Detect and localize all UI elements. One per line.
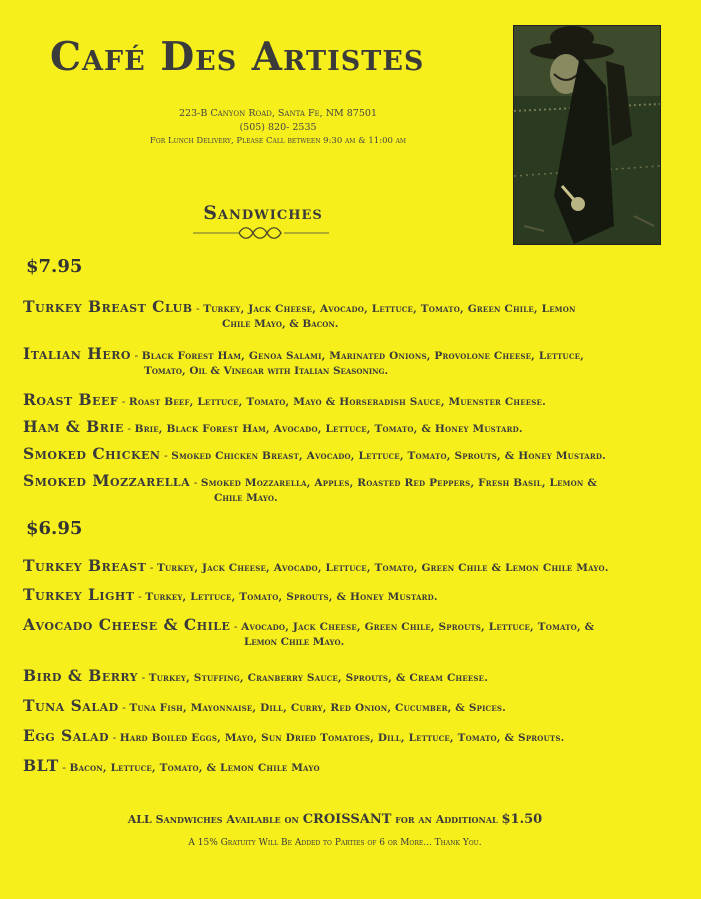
menu-item: Roast Beef - Roast Beef, Lettuce, Tomato, Mayo & Horseradish Sauce, Muenster Cheese. — [23, 390, 546, 409]
address-line: 223-B Canyon Road, Santa Fe, NM 87501 — [179, 108, 377, 119]
item-name: Turkey Breast — [23, 556, 147, 575]
item-desc: Smoked Mozzarella, Apples, Roasted Red Peppers, Fresh Basil, Lemon & — [200, 477, 598, 489]
item-desc-cont: Tomato, Oil & Vinegar with Italian Seasoning. — [144, 365, 389, 377]
menu-item: Ham & Brie - Brie, Black Forest Ham, Avocado, Lettuce, Tomato, & Honey Mustard. — [23, 417, 523, 436]
item-name: Smoked Mozzarella — [23, 471, 191, 490]
item-name: Turkey Breast Club — [23, 297, 193, 316]
section-title: Sandwiches — [203, 202, 323, 224]
item-desc: Turkey, Lettuce, Tomato, Sprouts, & Honey Mustard. — [145, 591, 438, 603]
delivery-note: For Lunch Delivery, Please Call between 9:30 am & 11:00 am — [149, 136, 407, 146]
item-desc: Black Forest Ham, Genoa Salami, Marinated Onions, Provolone Cheese, Lettuce, — [141, 350, 585, 362]
croissant-pre: ALL Sandwiches Available on — [127, 813, 299, 826]
menu-item: Avocado Cheese & Chile - Avocado, Jack Cheese, Green Chile, Sprouts, Lettuce, Tomato, & Lemon Chile Mayo. — [23, 614, 653, 649]
item-desc: Turkey, Jack Cheese, Avocado, Lettuce, Tomato, Green Chile & Lemon Chile Mayo. — [156, 562, 609, 574]
price-tier-1: $7.95 — [26, 256, 83, 277]
item-name: Smoked Chicken — [23, 444, 161, 463]
menu-item: Egg Salad - Hard Boiled Eggs, Mayo, Sun Dried Tomatoes, Dill, Lettuce, Tomato, & Sprouts. — [23, 726, 565, 745]
item-desc: Smoked Chicken Breast, Avocado, Lettuce, Tomato, Sprouts, & Honey Mustard. — [171, 450, 607, 462]
item-desc: Avocado, Jack Cheese, Green Chile, Sprouts, Lettuce, Tomato, & — [241, 621, 595, 633]
item-desc: Bacon, Lettuce, Tomato, & Lemon Chile Mayo — [69, 762, 320, 774]
croissant-note — [110, 812, 560, 827]
item-name: Egg Salad — [23, 726, 110, 745]
croissant-price: $1.50 — [501, 812, 543, 827]
menu-item: Turkey Breast Club - Turkey, Jack Cheese, Avocado, Lettuce, Tomato, Green Chile, Lemon Chile Mayo, & Bacon. — [23, 296, 653, 331]
item-desc: Turkey, Jack Cheese, Avocado, Lettuce, Tomato, Green Chile, Lemon — [203, 303, 576, 315]
croissant-post: for an Additional — [395, 813, 498, 826]
item-desc: Hard Boiled Eggs, Mayo, Sun Dried Tomatoes, Dill, Lettuce, Tomato, & Sprouts. — [119, 732, 565, 744]
item-desc: Roast Beef, Lettuce, Tomato, Mayo & Horseradish Sauce, Muenster Cheese. — [128, 396, 546, 408]
menu-item: Smoked Mozzarella - Smoked Mozzarella, Apples, Roasted Red Peppers, Fresh Basil, Lemon & Chile Mayo. — [23, 470, 653, 505]
item-name: Italian Hero — [23, 344, 131, 363]
restaurant-title: Café Des Artistes — [50, 34, 425, 80]
item-name: Roast Beef — [23, 390, 119, 409]
price-tier-2: $6.95 — [26, 518, 83, 539]
ornament-icon — [193, 226, 329, 240]
menu-item: Bird & Berry - Turkey, Stuffing, Cranberry Sauce, Sprouts, & Cream Cheese. — [23, 666, 489, 685]
item-desc-cont: Chile Mayo. — [214, 492, 278, 504]
croissant-word: CROISSANT — [302, 812, 392, 827]
item-desc-cont: Lemon Chile Mayo. — [244, 636, 345, 648]
menu-item: BLT - Bacon, Lettuce, Tomato, & Lemon Chile Mayo — [23, 756, 320, 775]
item-desc: Tuna Fish, Mayonnaise, Dill, Curry, Red Onion, Cucumber, & Spices. — [129, 702, 506, 714]
menu-item: Tuna Salad - Tuna Fish, Mayonnaise, Dill, Curry, Red Onion, Cucumber, & Spices. — [23, 696, 506, 715]
artwork-illustration — [514, 26, 660, 244]
gratuity-note: A 15% Gratuity Will Be Added to Parties of 6 or More... Thank You. — [188, 838, 482, 848]
item-desc: Turkey, Stuffing, Cranberry Sauce, Sprouts, & Cream Cheese. — [148, 672, 489, 684]
item-name: BLT — [23, 756, 59, 775]
menu-item: Turkey Breast - Turkey, Jack Cheese, Avocado, Lettuce, Tomato, Green Chile & Lemon Chile Mayo. — [23, 556, 609, 575]
item-desc: Brie, Black Forest Ham, Avocado, Lettuce, Tomato, & Honey Mustard. — [134, 423, 523, 435]
menu-item: Turkey Light - Turkey, Lettuce, Tomato, Sprouts, & Honey Mustard. — [23, 585, 438, 604]
item-name: Ham & Brie — [23, 417, 124, 436]
artwork-image — [513, 25, 661, 245]
item-name: Avocado Cheese & Chile — [23, 615, 231, 634]
menu-item: Italian Hero - Black Forest Ham, Genoa Salami, Marinated Onions, Provolone Cheese, Lettuce, Tomato, Oil & Vinegar with Italian Seasoning. — [23, 343, 653, 378]
item-name: Bird & Berry — [23, 666, 138, 685]
item-name: Tuna Salad — [23, 696, 119, 715]
phone-line: (505) 820- 2535 — [239, 122, 317, 133]
menu-item: Smoked Chicken - Smoked Chicken Breast, Avocado, Lettuce, Tomato, Sprouts, & Honey Mustard. — [23, 444, 607, 463]
item-desc-cont: Chile Mayo, & Bacon. — [222, 318, 339, 330]
item-name: Turkey Light — [23, 585, 135, 604]
